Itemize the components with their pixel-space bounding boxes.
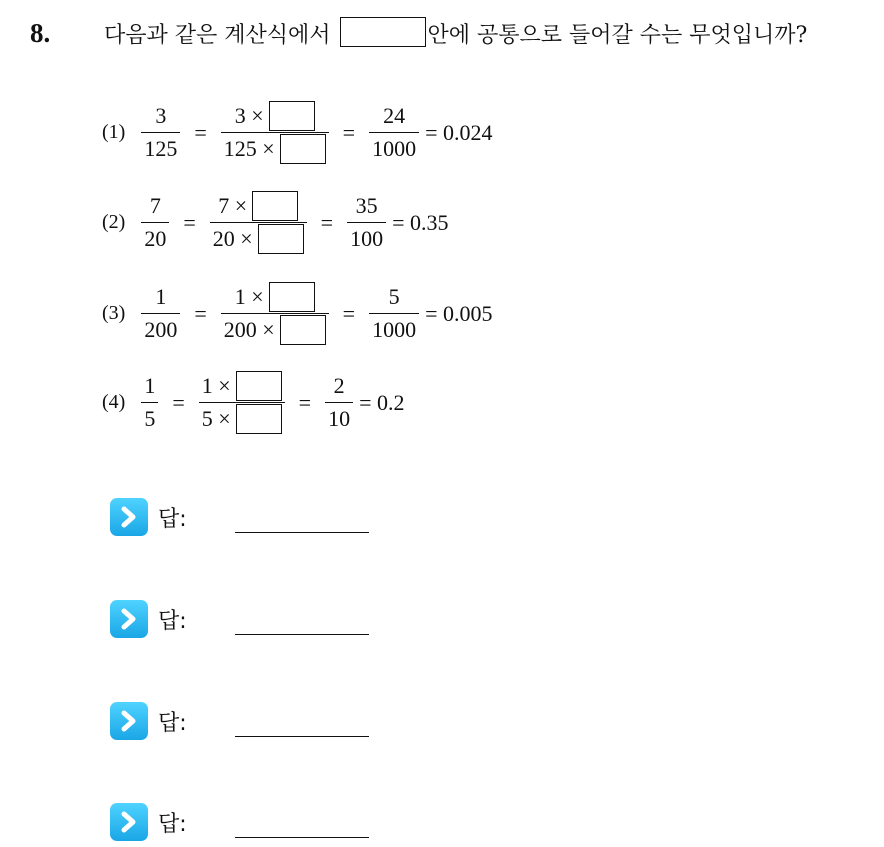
answer-blank[interactable] xyxy=(235,502,369,533)
fraction-result xyxy=(325,370,353,435)
fraction-result xyxy=(347,190,386,255)
problem-label: (1) xyxy=(102,121,126,143)
answer-box xyxy=(269,101,315,131)
answer-label: 답: xyxy=(158,811,187,837)
numerator-text: 3 × xyxy=(234,103,264,128)
numerator: 5 xyxy=(388,284,400,309)
denominator: 10 xyxy=(328,406,351,431)
fraction-original xyxy=(141,100,180,165)
equals-sign: = xyxy=(183,209,196,235)
numerator: 2 xyxy=(333,373,345,398)
fraction-result xyxy=(369,281,419,346)
decimal-result: = 0.35 xyxy=(392,209,449,235)
problem-3 xyxy=(102,281,493,346)
denominator: 100 xyxy=(350,226,384,251)
chevron-right-icon xyxy=(110,702,148,740)
denominator: 20 xyxy=(144,226,167,251)
chevron-right-icon xyxy=(110,498,148,536)
chevron-right-icon xyxy=(110,600,148,638)
question-text xyxy=(104,16,874,56)
answer-label: 답: xyxy=(158,506,187,532)
numerator: 1 xyxy=(144,373,156,398)
equals-sign: = xyxy=(342,300,356,326)
numerator-text: 1 × xyxy=(201,373,231,398)
problem-label: (2) xyxy=(102,211,126,233)
inline-blank-box xyxy=(340,17,426,47)
denominator-text: 200 × xyxy=(223,317,275,342)
problem-1 xyxy=(102,100,493,165)
problem-label: (3) xyxy=(102,302,126,324)
chevron-right-icon xyxy=(110,803,148,841)
answer-row-1 xyxy=(110,498,369,536)
answer-blank[interactable] xyxy=(235,706,369,737)
numerator xyxy=(232,100,318,132)
numerator: 24 xyxy=(383,103,406,128)
answer-box xyxy=(280,315,326,345)
fraction-original xyxy=(141,370,158,435)
answer-box xyxy=(236,371,282,401)
denominator-text: 20 × xyxy=(212,226,253,251)
denominator: 5 xyxy=(144,406,156,431)
denominator xyxy=(221,314,329,346)
decimal-result: = 0.024 xyxy=(425,119,493,145)
fraction-original xyxy=(141,281,180,346)
denominator-text: 5 × xyxy=(201,406,231,431)
denominator-text: 125 × xyxy=(223,136,275,161)
numerator xyxy=(215,190,301,222)
answer-box xyxy=(252,191,298,221)
fraction-multiplied xyxy=(221,100,329,165)
answer-row-3 xyxy=(110,702,369,740)
denominator: 1000 xyxy=(372,136,417,161)
fraction-multiplied xyxy=(210,190,307,255)
denominator xyxy=(210,223,307,255)
fraction-multiplied xyxy=(199,370,285,435)
denominator: 125 xyxy=(144,136,178,161)
denominator: 1000 xyxy=(372,317,417,342)
fraction-multiplied xyxy=(221,281,329,346)
equals-sign: = xyxy=(320,209,334,235)
numerator-text: 7 × xyxy=(218,193,248,218)
fraction-original xyxy=(141,190,169,255)
answer-box xyxy=(269,282,315,312)
decimal-result: = 0.2 xyxy=(359,389,405,415)
answer-label: 답: xyxy=(158,608,187,634)
answer-box xyxy=(258,224,304,254)
numerator xyxy=(232,281,318,313)
numerator xyxy=(199,370,285,402)
numerator-text: 1 × xyxy=(234,284,264,309)
question-number: 8. xyxy=(30,18,51,48)
answer-row-2 xyxy=(110,600,369,638)
denominator: 200 xyxy=(144,317,178,342)
answer-blank[interactable] xyxy=(235,604,369,635)
numerator: 7 xyxy=(149,193,161,218)
equals-sign: = xyxy=(342,119,356,145)
answer-row-4 xyxy=(110,803,369,841)
answer-box xyxy=(236,404,282,434)
equals-sign: = xyxy=(172,389,185,415)
question-text-before: 다음과 같은 계산식에서 xyxy=(104,23,331,48)
problem-2 xyxy=(102,190,449,255)
answer-blank[interactable] xyxy=(235,807,369,838)
problem-label: (4) xyxy=(102,391,126,413)
numerator: 1 xyxy=(155,284,167,309)
answer-label: 답: xyxy=(158,710,187,736)
numerator: 35 xyxy=(355,193,378,218)
numerator: 3 xyxy=(155,103,167,128)
equals-sign: = xyxy=(298,389,312,415)
decimal-result: = 0.005 xyxy=(425,300,493,326)
denominator xyxy=(221,133,329,165)
equals-sign: = xyxy=(194,119,207,145)
question-text-after: 안에 공통으로 들어갈 수는 무엇입니까? xyxy=(427,23,808,48)
fraction-result xyxy=(369,100,419,165)
problem-4 xyxy=(102,370,405,435)
denominator xyxy=(199,403,285,435)
answer-box xyxy=(280,134,326,164)
equals-sign: = xyxy=(194,300,207,326)
